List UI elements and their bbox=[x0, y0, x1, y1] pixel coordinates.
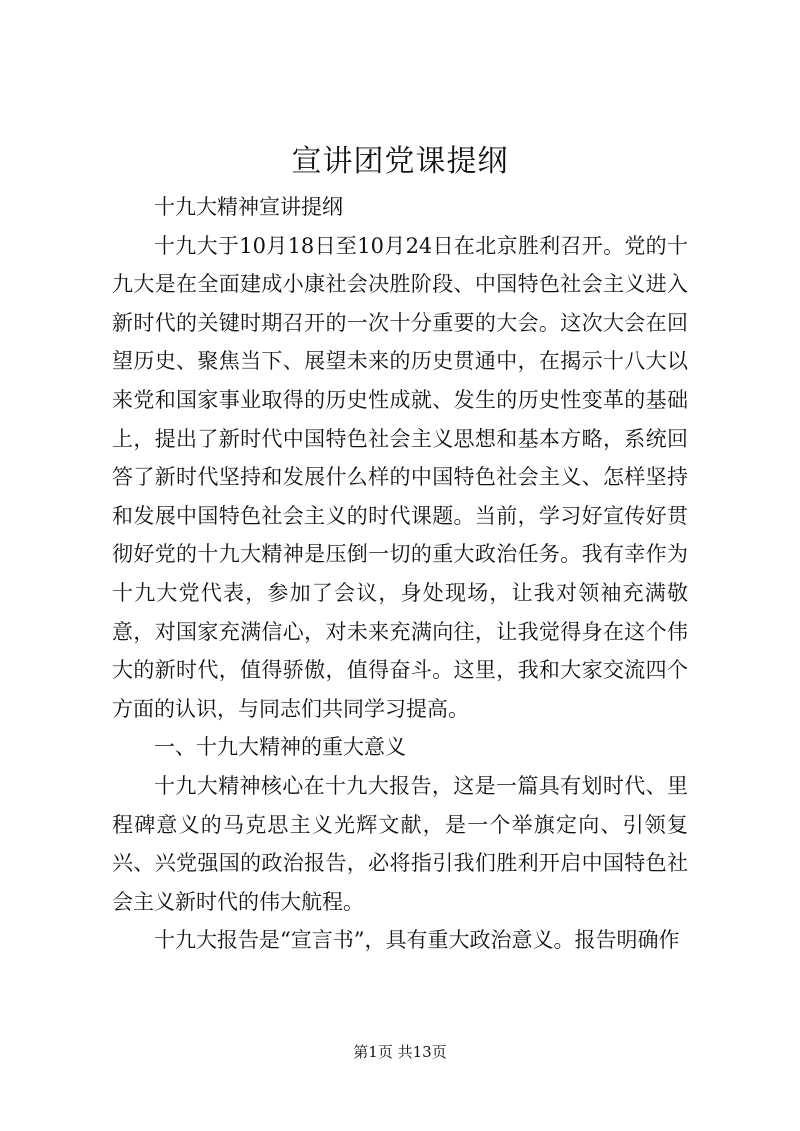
section-paragraph: 十九大精神核心在十九大报告，这是一篇具有划时代、里程碑意义的马克思主义光辉文献，是一个举旗定向、引领复兴、兴党强国的政治报告，必将指引我们胜利开启中国特色社会主义新时代的伟大航程。 bbox=[112, 773, 688, 914]
page-number-footer: 第1页 共13页 bbox=[353, 1043, 447, 1061]
subtitle-paragraph: 十九大精神宣讲提纲 bbox=[154, 195, 343, 219]
document-title: 宣讲团党课提纲 bbox=[291, 144, 509, 179]
document-body bbox=[112, 188, 688, 960]
section-heading: 一、十九大精神的重大意义 bbox=[154, 735, 406, 760]
continuation-paragraph: 十九大报告是“宣言书”，具有重大政治意义。报告明确作 bbox=[154, 928, 680, 953]
intro-paragraph: 十九大于10月18日至10月24日在北京胜利召开。党的十九大是在全面建成小康社会决胜阶段、中国特色社会主义进入新时代的关键时期召开的一次十分重要的大会。这次大会在回望历史、聚焦当下、展望未来的历史贯通中，在揭示十八大以来党和国家事业取得的历史性成就、发生的历史性变革的基础上，提出了新时代中国特色社会主义思想和基本方略，系统回答了新时代坚持和发展什么样的中国特色社会主义、怎样坚持和发展中国特色社会主义的时代课题。当前，学习好宣传好贯彻好党的十九大精神是压倒一切的重大政治任务。我有幸作为十九大党代表，参加了会议，身处现场，让我对领袖充满敬意，对国家充满信心，对未来充满向往，让我觉得身在这个伟大的新时代，值得骄傲，值得奋斗。这里，我和大家交流四个方面的认识，与同志们共同学习提高。 bbox=[112, 233, 688, 721]
